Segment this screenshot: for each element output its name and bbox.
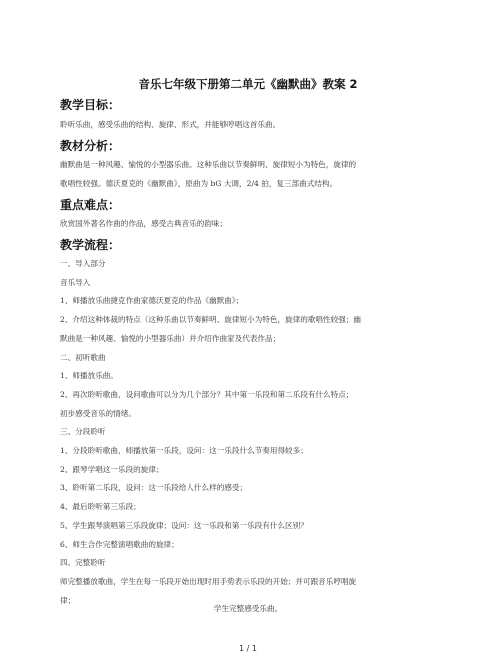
process-line: 5、学生跟琴演唱第三乐段旋律；设问：这一乐段和第一乐段有什么区别？ (60, 521, 308, 530)
process-line: 3、聆听第二乐段，设问：这一乐段给人什么样的感受； (60, 483, 248, 492)
difficulty-heading: 重点难点： (60, 198, 121, 212)
process-line: 三、分段聆听 (60, 427, 106, 436)
analysis-line: 歌唱性较强。德沃夏克的《幽默曲》，原曲为 bG 大调，2/4 拍，复三部曲式结构。 (60, 179, 338, 188)
process-line: 师完整播放歌曲，学生在每一乐段开始出现时用手势表示乐段的开始；并可跟音乐哼唱旋 (60, 577, 357, 586)
process-line: 2、介绍这种体裁的特点（这种乐曲以节奏鲜明、旋律短小为特色，旋律的歌唱性较强；幽 (60, 315, 361, 324)
process-line: 四、完整聆听 (60, 558, 106, 567)
process-line: 2、再次聆听歌曲，设问歌曲可以分为几个部分？其中第一乐段和第二乐段有什么特点； (60, 390, 354, 399)
goal-text: 聆听乐曲，感受乐曲的结构、旋律、形式，并能够哼唱这首乐曲。 (60, 120, 281, 129)
process-heading: 教学流程： (60, 238, 121, 252)
process-line: 二、初听歌曲 (60, 353, 106, 362)
process-line: 1、分段聆听歌曲，师播放第一乐段，设问：这一乐段什么节奏用得较多； (60, 446, 308, 455)
page-title: 音乐七年级下册第二单元《幽默曲》教案 2 (138, 77, 358, 91)
process-line: 音乐导入 (60, 278, 91, 287)
difficulty-text: 欣赏国外著名作曲的作品，感受古典音乐的韵味； (60, 219, 228, 228)
process-line: 默曲是一种风趣、愉悦的小型器乐曲）并介绍作曲家及代表作品； (60, 334, 281, 343)
process-line: 律； (60, 596, 76, 605)
process-line: 初步感受音乐的情绪。 (60, 409, 136, 418)
process-line: 一、导入部分 (60, 259, 106, 268)
page-number: 1 / 1 (239, 644, 257, 653)
process-line: 6、师生合作完整演唱歌曲的旋律； (60, 540, 179, 549)
closing-text: 学生完整感受乐曲。 (213, 604, 283, 613)
process-line: 1、师播放乐曲捷克作曲家德沃夏克的作品《幽默曲》； (60, 296, 244, 305)
analysis-line: 幽默曲是一种风趣、愉悦的小型器乐曲。这种乐曲以节奏鲜明、旋律短小为特色，旋律的 (60, 160, 357, 169)
process-line: 2、跟琴学唱这一乐段的旋律； (60, 465, 164, 474)
process-line: 4、最后聆听第三乐段； (60, 502, 141, 511)
goal-heading: 教学目标： (60, 98, 121, 112)
process-line: 1、师播放乐曲。 (60, 371, 118, 380)
analysis-heading: 教材分析： (60, 139, 121, 153)
